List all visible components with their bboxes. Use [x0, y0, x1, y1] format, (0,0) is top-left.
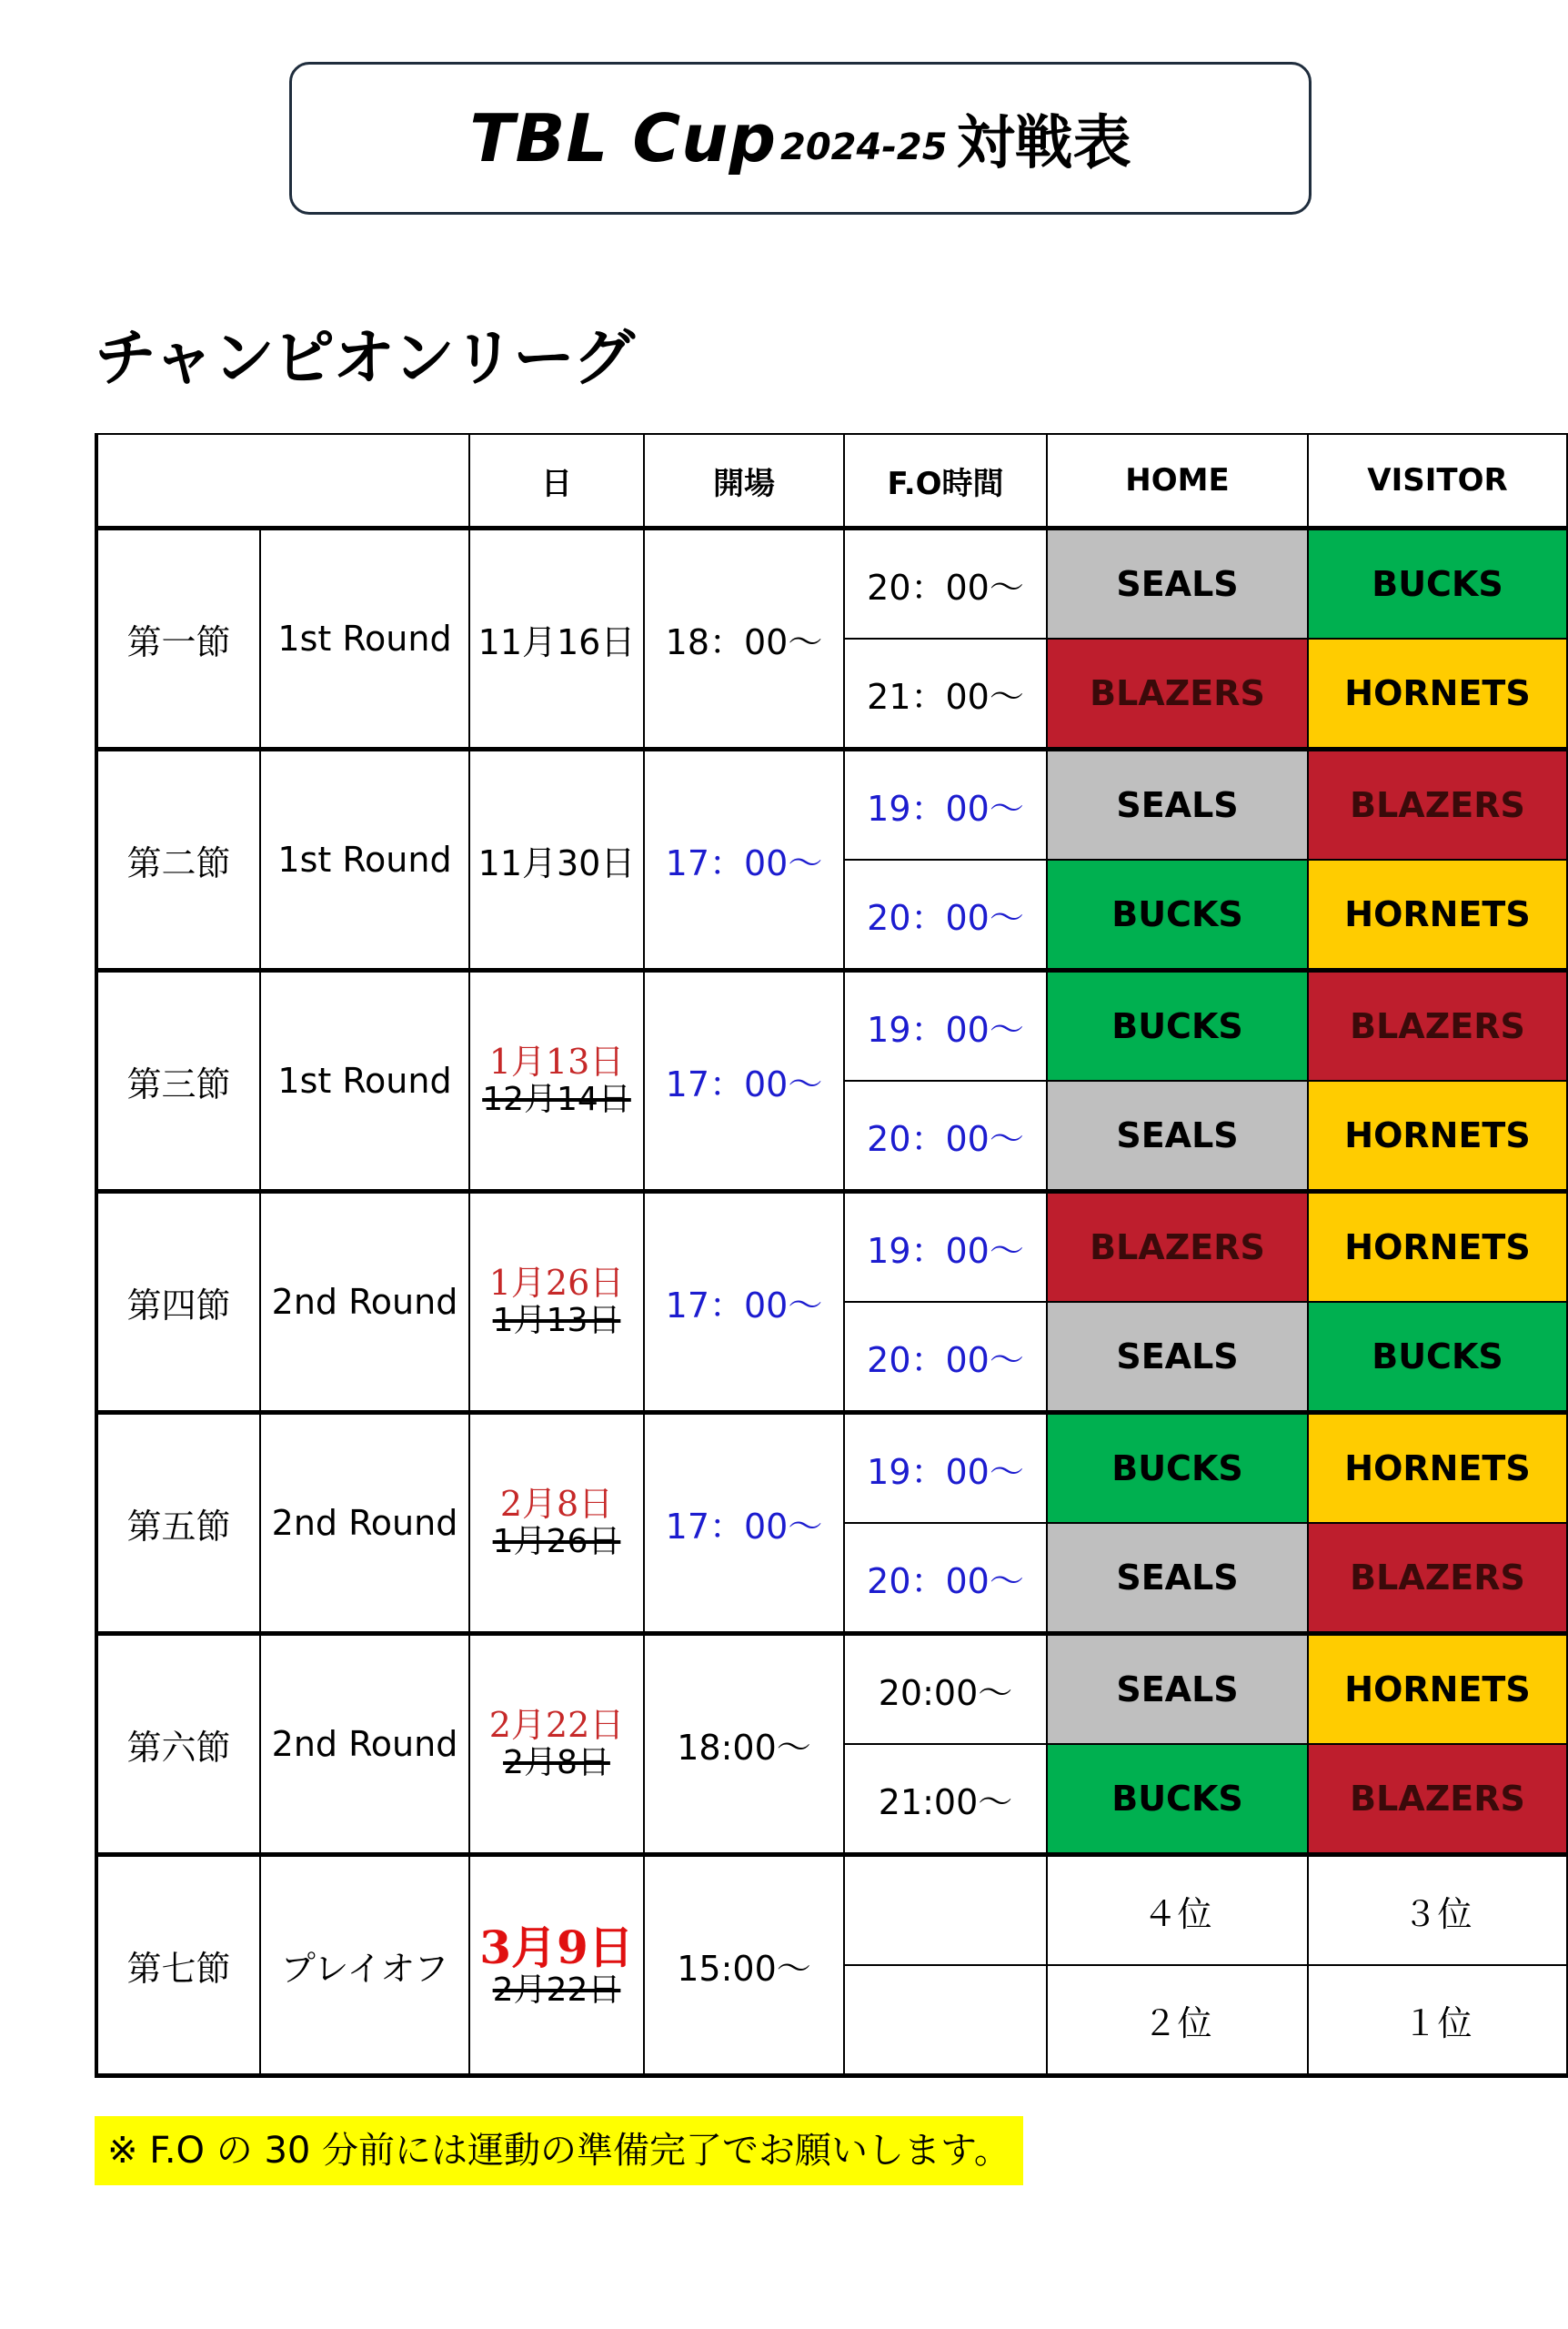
round-cell: 2nd Round	[260, 1634, 469, 1855]
open-time-cell: 18:00～	[644, 1634, 844, 1855]
title-main: TBL Cup	[469, 100, 777, 176]
open-time-cell: 18：00～	[644, 529, 844, 750]
open-time-cell: 15:00～	[644, 1855, 844, 2076]
date-cell: 11月30日	[469, 750, 644, 971]
round-cell: 2nd Round	[260, 1413, 469, 1634]
league-heading: チャンピオンリーグ	[95, 323, 633, 395]
schedule-table	[95, 433, 1568, 2078]
section-cell: 第四節	[96, 1192, 260, 1413]
header-home: HOME	[1047, 434, 1308, 529]
fo-time-cell: 19：00～	[844, 971, 1047, 1082]
fo-time-cell: 20：00～	[844, 529, 1047, 640]
round-cell: 1st Round	[260, 529, 469, 750]
visitor-team-cell: BLAZERS	[1308, 750, 1568, 861]
table-row	[96, 1413, 1568, 1524]
visitor-team-cell: BLAZERS	[1308, 971, 1568, 1082]
home-team-cell: BLAZERS	[1047, 1192, 1308, 1303]
header-day: 日	[469, 434, 644, 529]
open-time-cell: 17：00～	[644, 1413, 844, 1634]
home-team-cell: SEALS	[1047, 1634, 1308, 1745]
section-cell: 第三節	[96, 971, 260, 1192]
old-date: 12月14日	[482, 1081, 631, 1119]
round-cell: プレイオフ	[260, 1855, 469, 2076]
fo-time-cell: 20：00～	[844, 860, 1047, 971]
home-team-cell: BUCKS	[1047, 1413, 1308, 1524]
table-row	[96, 971, 1568, 1082]
visitor-team-cell: HORNETS	[1308, 860, 1568, 971]
fo-time-cell: 20：00～	[844, 1302, 1047, 1413]
date-cell	[469, 1634, 644, 1855]
date-cell	[469, 1192, 644, 1413]
visitor-team-cell: BUCKS	[1308, 1302, 1568, 1413]
section-cell: 第二節	[96, 750, 260, 971]
visitor-team-cell: HORNETS	[1308, 1192, 1568, 1303]
new-date: 1月13日	[488, 1042, 625, 1083]
header-open: 開場	[644, 434, 844, 529]
visitor-team-cell: BUCKS	[1308, 529, 1568, 640]
visitor-team-cell: BLAZERS	[1308, 1523, 1568, 1634]
home-team-cell: SEALS	[1047, 529, 1308, 640]
home-team-cell: SEALS	[1047, 1302, 1308, 1413]
table-row	[96, 1855, 1568, 1966]
visitor-rank-cell: １位	[1308, 1965, 1568, 2076]
date-cell: 11月16日	[469, 529, 644, 750]
new-date: 3月9日	[479, 1920, 634, 1974]
home-rank-cell: ２位	[1047, 1965, 1308, 2076]
table-row	[96, 1634, 1568, 1745]
home-team-cell: SEALS	[1047, 750, 1308, 861]
home-team-cell: SEALS	[1047, 1523, 1308, 1634]
title-box	[289, 62, 1312, 215]
visitor-team-cell: BLAZERS	[1308, 1744, 1568, 1855]
new-date: 2月8日	[499, 1484, 614, 1525]
old-date: 1月13日	[492, 1302, 621, 1340]
fo-time-cell: 19：00～	[844, 1192, 1047, 1303]
visitor-team-cell: HORNETS	[1308, 1634, 1568, 1745]
header-blank	[96, 434, 469, 529]
home-team-cell: BUCKS	[1047, 1744, 1308, 1855]
notice-text: ※ F.O の 30 分前には運動の準備完了でお願いします。	[95, 2116, 1023, 2185]
date-cell	[469, 1855, 644, 2076]
fo-time-cell	[844, 1855, 1047, 1966]
visitor-team-cell: HORNETS	[1308, 639, 1568, 750]
table-row	[96, 1192, 1568, 1303]
header-fo: F.O時間	[844, 434, 1047, 529]
home-team-cell: BLAZERS	[1047, 639, 1308, 750]
home-team-cell: SEALS	[1047, 1081, 1308, 1192]
fo-time-cell: 19：00～	[844, 1413, 1047, 1524]
header-row	[96, 434, 1568, 529]
section-cell: 第六節	[96, 1634, 260, 1855]
fo-time-cell: 19：00～	[844, 750, 1047, 861]
fo-time-cell: 20:00～	[844, 1634, 1047, 1745]
old-date: 2月8日	[503, 1744, 610, 1782]
title-suffix: 対戦表	[956, 110, 1131, 177]
fo-time-cell: 21:00～	[844, 1744, 1047, 1855]
open-time-cell: 17：00～	[644, 750, 844, 971]
visitor-team-cell: HORNETS	[1308, 1413, 1568, 1524]
fo-time-cell: 20：00～	[844, 1523, 1047, 1634]
home-rank-cell: ４位	[1047, 1855, 1308, 1966]
home-team-cell: BUCKS	[1047, 971, 1308, 1082]
title-year: 2024-25	[779, 126, 948, 168]
open-time-cell: 17：00～	[644, 971, 844, 1192]
table-row	[96, 529, 1568, 640]
fo-time-cell: 20：00～	[844, 1081, 1047, 1192]
section-cell: 第七節	[96, 1855, 260, 2076]
round-cell: 1st Round	[260, 971, 469, 1192]
new-date: 1月26日	[488, 1263, 625, 1304]
old-date: 1月26日	[492, 1523, 621, 1561]
header-visitor: VISITOR	[1308, 434, 1568, 529]
fo-time-cell: 21：00～	[844, 639, 1047, 750]
home-team-cell: BUCKS	[1047, 860, 1308, 971]
date-cell	[469, 971, 644, 1192]
new-date: 2月22日	[488, 1705, 625, 1746]
fo-time-cell	[844, 1965, 1047, 2076]
section-cell: 第五節	[96, 1413, 260, 1634]
date-cell	[469, 1413, 644, 1634]
visitor-team-cell: HORNETS	[1308, 1081, 1568, 1192]
visitor-rank-cell: ３位	[1308, 1855, 1568, 1966]
round-cell: 1st Round	[260, 750, 469, 971]
table-row	[96, 750, 1568, 861]
round-cell: 2nd Round	[260, 1192, 469, 1413]
section-cell: 第一節	[96, 529, 260, 750]
old-date: 2月22日	[492, 1971, 621, 2009]
open-time-cell: 17：00～	[644, 1192, 844, 1413]
